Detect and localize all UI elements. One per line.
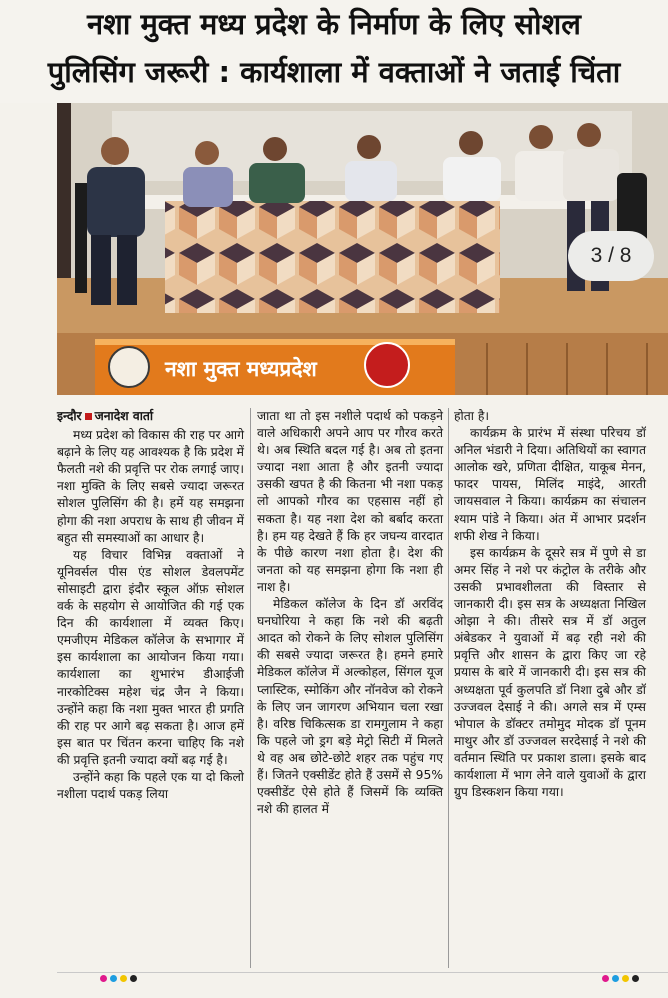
- registration-dot-icon: [602, 975, 609, 982]
- dateline-city: इन्दौर: [57, 409, 82, 423]
- registration-dot-icon: [110, 975, 117, 982]
- article-column-3: [454, 408, 646, 801]
- headline-line-2: पुलिसिंग जरूरी : कार्यशाला में वक्ताओं ने जताई चिंता: [47, 55, 621, 89]
- article-paragraph: इस कार्यक्रम के दूसरे सत्र में पुणे से डा अमर सिंह ने नशे पर कंट्रोल के तरीके और उसकी प्रभावशीलता की विस्तार से जानकारी दी। इस सत्र के अध्यक्षता निखिल ओझा ने की। तीसरे सत्र में डॉ अतुल अंबेडकर ने युवाओं में बढ़ रही नशे की प्रवृत्ति और शासन के द्वारा किए जा रहे प्रयास के बारे में जानकारी दी। इस सत्र की अध्यक्षता पूर्व कुलपति डॉ निशा दुबे और डॉ उज्जवल देसाई ने की। अगले सत्र में एम्स भोपाल के डॉक्टर तमोमुद मोदक डॉ पूनम माथुर और डॉ उज्जवल सरदेसाई ने नशे की वर्तमान स्थिति पर प्रकाश डाला। इसके बाद कार्यशाला में भाग लेने वाले युवाओं के द्वारा ग्रुप डिस्कशन किया गया।: [454, 545, 646, 800]
- bottom-rule: [57, 972, 668, 973]
- headline-line-1: नशा मुक्त मध्य प्रदेश के निर्माण के लिए सोशल: [87, 7, 581, 41]
- slide-counter: 3 / 8: [568, 231, 654, 281]
- article-paragraph: मेडिकल कॉलेज के दिन डॉ अरविंद घनघोरिया ने कहा कि नशे की बढ़ती आदत को रोकने के लिए सोशल पुलिसिंग की सबसे ज्यादा जरूरत है। हमने हमारे मेडिकल कॉलेज में अल्कोहल, सिंगल यूज प्लास्टिक, स्मोकिंग और नॉनवेज को रोकने के लिए जन जागरण अभियान चला रखा है। वरिष्ठ चिकित्सक डा रामगुलाम ने कहा कि पहले जो ड्रग बड़े मेट्रो सिटी में मिलते थे वह अब छोटे-छोटे शहर तक पहुंच गए हैं। जितने एक्सीडेंट होते हैं उसमें से 95% एक्सीडेंट ऐसे होते हैं जिसमें कि व्यक्ति नशे की हालत में: [257, 597, 443, 817]
- registration-dot-icon: [612, 975, 619, 982]
- article-paragraph: उन्होंने कहा कि पहले एक या दो किलो नशीला पदार्थ पकड़ लिया: [57, 769, 244, 802]
- registration-dot-icon: [100, 975, 107, 982]
- banner-text: नशा मुक्त मध्यप्रदेश: [165, 357, 317, 381]
- article-column-1: [57, 408, 244, 803]
- column-divider: [448, 408, 449, 968]
- article-paragraph: जाता था तो इस नशीले पदार्थ को पकड़ने वाले अधिकारी अपने आप पर गौरव करते थे। अब स्थिति बदल गई है। अब तो इतना ज्यादा नशा आता है और इतनी ज्यादा उसकी खपत है की कितना भी नशा पकड़ लो आपको गौरव का एहसास नहीं हो सकता है। यह नशा देश को बर्बाद करता है। हम यह देखते हैं कि हर जघन्य वारदात के पीछे कारण नशा होता है। देश की जनता को यह समझना होगा कि नशा ही नाश है।: [257, 409, 443, 594]
- dateline-source: जनादेश वार्ता: [94, 409, 154, 423]
- article-paragraph: होता है।: [454, 409, 490, 423]
- left-margin: [0, 103, 57, 998]
- article-column-2: [257, 408, 443, 818]
- event-photo: [57, 103, 668, 395]
- article-paragraph: मध्य प्रदेश को विकास की राह पर आगे बढ़ाने के लिए यह आवश्यक है कि प्रदेश में फैलती नशे की प्रवृत्ति पर रोक लगाई जाए। नशा मुक्ति के लिए सबसे ज्यादा जरूरत सोशल पुलिसिंग की है। हमें यह समझना होगा की नशा अपराध के साथ ही जीवन में बहुत सी समस्याओं का आधार है।: [57, 428, 244, 545]
- registration-dot-icon: [130, 975, 137, 982]
- dateline-square-icon: [85, 413, 92, 420]
- registration-dots: [100, 975, 137, 982]
- registration-dot-icon: [120, 975, 127, 982]
- headline-block: [0, 0, 668, 103]
- dateline: [57, 408, 244, 425]
- column-divider: [250, 408, 251, 968]
- article-paragraph: कार्यक्रम के प्रारंभ में संस्था परिचय डॉ अनिल भंडारी ने दिया। अतिथियों का स्वागत आलोक खरे, प्रणिता दीक्षित, याकूब मेनन, फादर पायस, मिलिंद माइंदे, आरती जायसवाल ने किया। कार्यक्रम का संचालन श्याम पांडे ने किया। अंत में आभार प्रदर्शन शफी शेख ने किया।: [454, 426, 646, 543]
- registration-dot-icon: [622, 975, 629, 982]
- article-paragraph: यह विचार विभिन्न वक्ताओं ने यूनिवर्सल पीस एंड सोशल डेवलपमेंट सोसाइटी द्वारा इंदौर स्कूल ऑफ़ सोशल वर्क के सहयोग से आयोजित की गई एक दिन की कार्यशाला में व्यक्त किए। एमजीएम मेडिकल कॉलेज के सभागार में इस कार्यशाला का आयोजन किया गया। कार्यशाला का शुभारंभ डीआईजी नारकोटिक्स महेश चंद्र जैन ने किया। उन्होंने कहा कि नशा मुक्त भारत ही प्रगति की राह पर आगे बढ़ सकता है। आज हमें इस बात पर चिंतन करना चाहिए कि नशे की प्रवृत्ति इतनी ज्यादा क्यों बढ़ गई है।: [57, 547, 244, 767]
- registration-dot-icon: [632, 975, 639, 982]
- registration-dots: [602, 975, 639, 982]
